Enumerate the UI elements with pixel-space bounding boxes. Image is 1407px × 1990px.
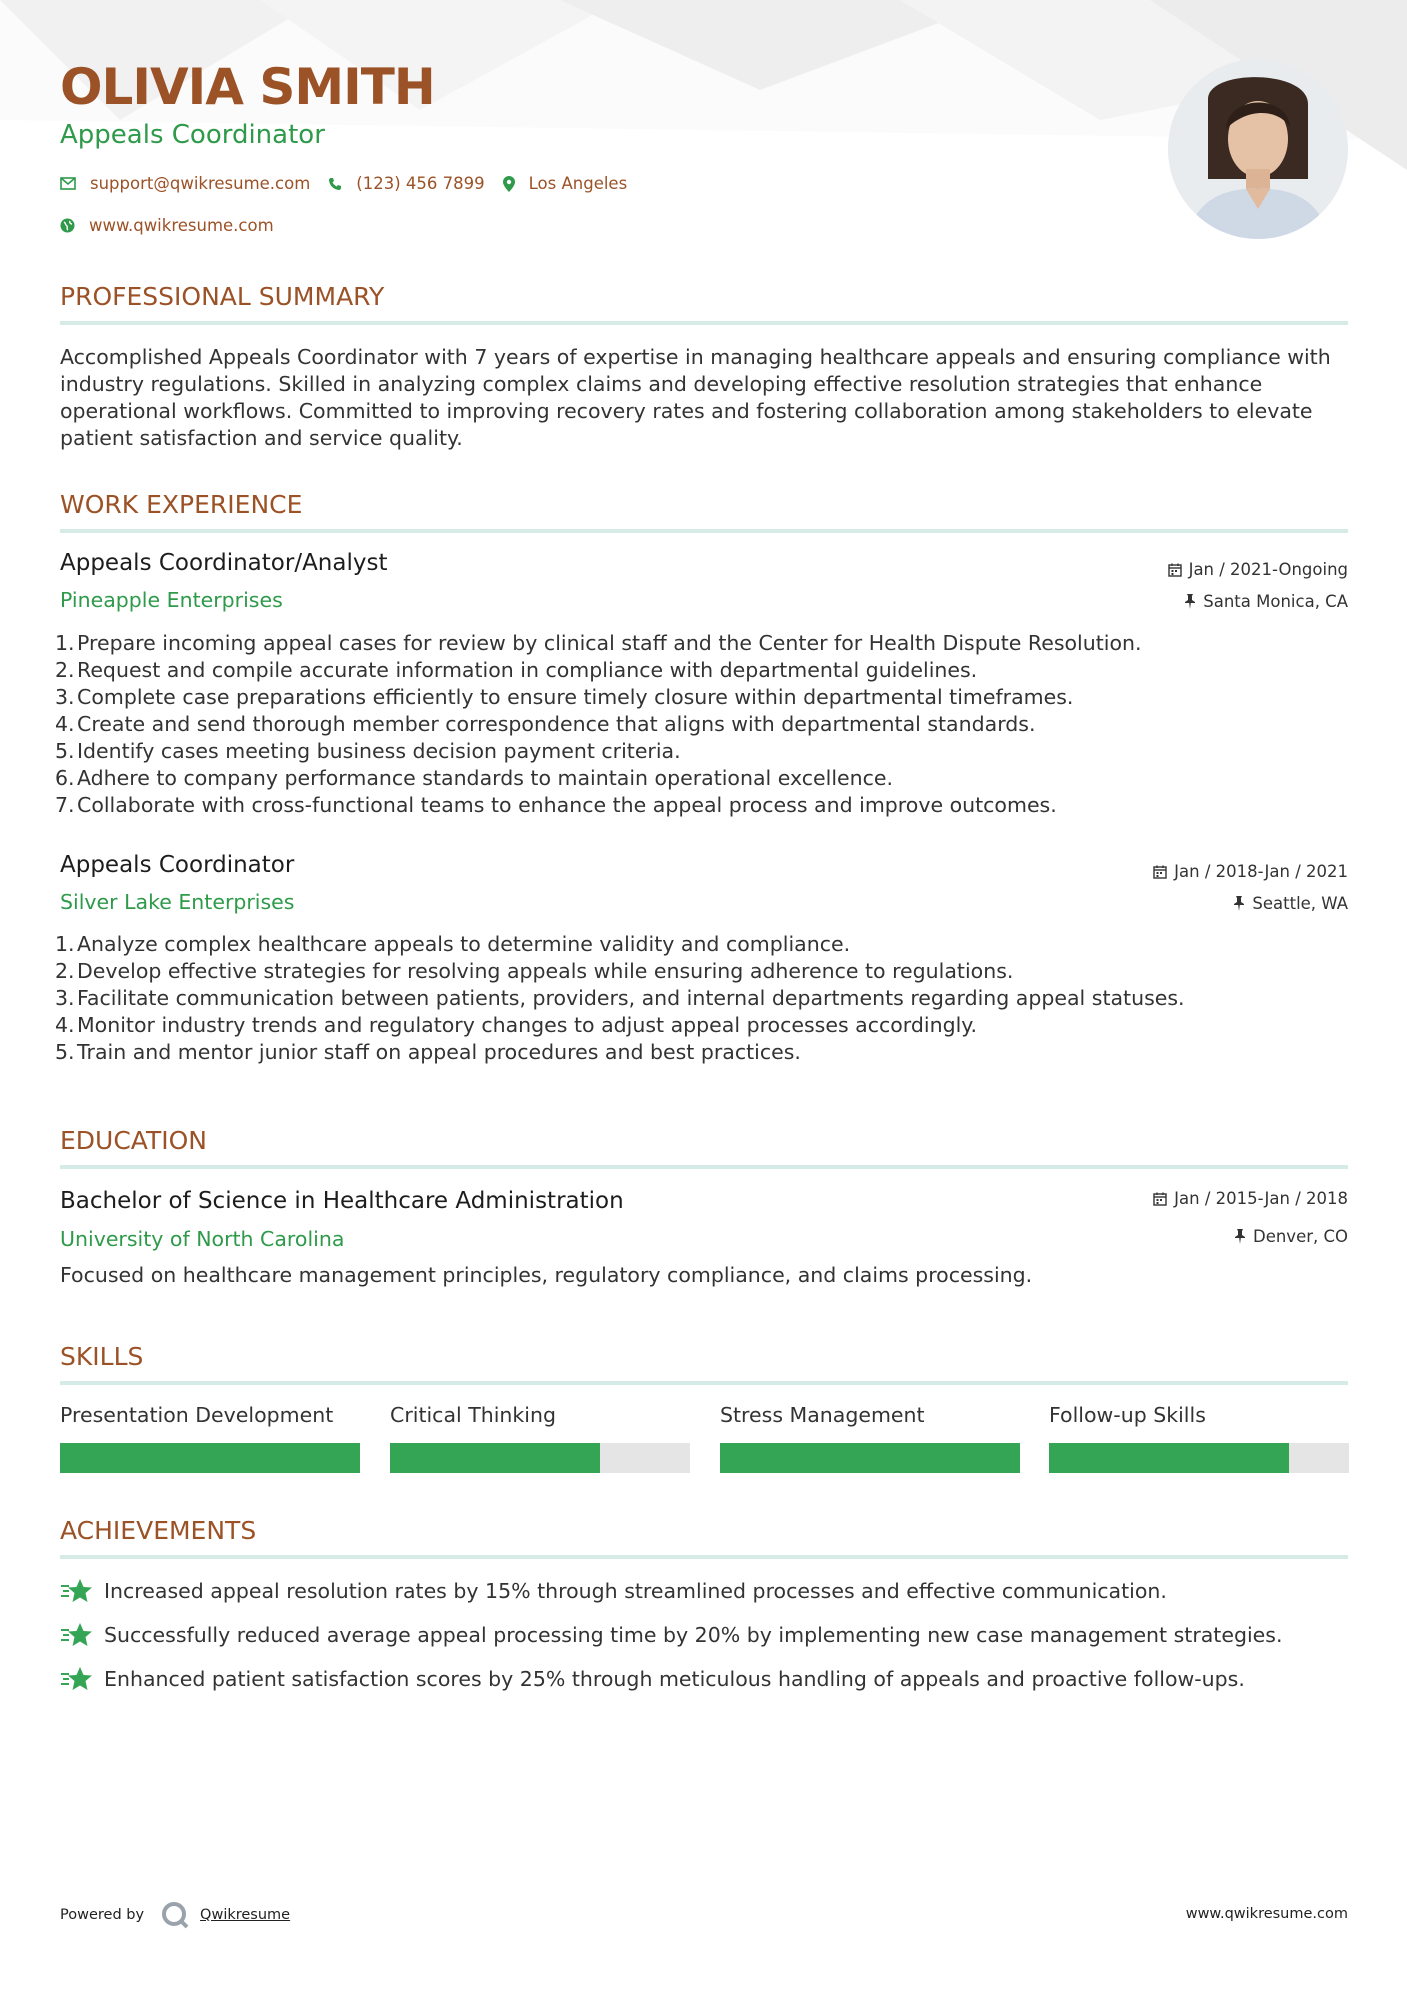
skill-level-fill bbox=[720, 1443, 1020, 1473]
job-dates bbox=[1168, 560, 1348, 579]
candidate-title: Appeals Coordinator bbox=[60, 120, 325, 150]
list-item: 6. Adhere to company performance standards to maintain operational excellence. bbox=[55, 766, 894, 790]
list-item: 3. Complete case preparations efficiently to ensure timely closure within departmental timeframes. bbox=[55, 685, 1074, 709]
calendar-icon bbox=[1153, 1192, 1167, 1206]
website-text: www.qwikresume.com bbox=[89, 216, 274, 235]
achievement-text: Successfully reduced average appeal processing time by 20% by implementing new case management strategies. bbox=[104, 1623, 1283, 1647]
pushpin-icon bbox=[1184, 594, 1196, 609]
skill-bar bbox=[1049, 1443, 1349, 1473]
skill-name: Presentation Development bbox=[60, 1403, 334, 1427]
contact-row-1 bbox=[60, 174, 645, 193]
list-item: 3. Facilitate communication between patients, providers, and internal departments regarding appeal statuses. bbox=[55, 986, 1185, 1010]
job-dates-text: Jan / 2021-Ongoing bbox=[1188, 560, 1348, 579]
job-title: Appeals Coordinator/Analyst bbox=[60, 550, 388, 576]
education-description: Focused on healthcare management principles, regulatory compliance, and claims processing. bbox=[60, 1263, 1033, 1287]
education-location bbox=[1234, 1227, 1348, 1246]
footer-powered-by bbox=[60, 1900, 290, 1930]
star-icon bbox=[60, 1621, 92, 1649]
achievement-text: Increased appeal resolution rates by 15% through streamlined processes and effective communication. bbox=[104, 1579, 1167, 1603]
education-heading: EDUCATION bbox=[60, 1126, 1348, 1169]
contact-website[interactable] bbox=[60, 216, 274, 235]
skill-level-fill bbox=[1049, 1443, 1289, 1473]
contact-email[interactable] bbox=[60, 174, 310, 193]
degree-title: Bachelor of Science in Healthcare Administration bbox=[60, 1188, 624, 1214]
achievement-item bbox=[60, 1665, 1245, 1693]
skill-level-fill bbox=[390, 1443, 600, 1473]
contact-row-2 bbox=[60, 216, 292, 235]
list-item: 2. Develop effective strategies for resolving appeals while ensuring adherence to regulations. bbox=[55, 959, 1014, 983]
location-text: Los Angeles bbox=[528, 174, 628, 193]
contact-phone[interactable] bbox=[328, 174, 484, 193]
skill-item bbox=[720, 1403, 1020, 1473]
skill-item bbox=[1049, 1403, 1349, 1473]
calendar-icon bbox=[1153, 865, 1167, 879]
job-location-text: Seattle, WA bbox=[1252, 894, 1348, 913]
list-item: 7. Collaborate with cross-functional teams to enhance the appeal process and improve outcomes. bbox=[55, 793, 1057, 817]
contact-location bbox=[503, 174, 628, 193]
duty-list bbox=[55, 630, 1348, 819]
star-icon bbox=[60, 1577, 92, 1605]
brand-link[interactable]: Qwikresume bbox=[200, 1907, 291, 1923]
list-item: 1. Analyze complex healthcare appeals to determine validity and compliance. bbox=[55, 932, 851, 956]
education-dates-text: Jan / 2015-Jan / 2018 bbox=[1174, 1189, 1348, 1208]
phone-icon bbox=[328, 177, 342, 191]
achievement-text: Enhanced patient satisfaction scores by 25% through meticulous handling of appeals and proactive follow-ups. bbox=[104, 1667, 1245, 1691]
skill-bar bbox=[720, 1443, 1020, 1473]
skill-name: Stress Management bbox=[720, 1403, 925, 1427]
email-text: support@qwikresume.com bbox=[90, 174, 311, 193]
job-dates bbox=[1153, 862, 1348, 881]
phone-text: (123) 456 7899 bbox=[356, 174, 485, 193]
job-location bbox=[1184, 592, 1348, 611]
powered-by-text: Powered by bbox=[60, 1907, 145, 1923]
experience-heading: WORK EXPERIENCE bbox=[60, 490, 1348, 533]
skill-name: Critical Thinking bbox=[390, 1403, 556, 1427]
list-item: 5. Identify cases meeting business decision payment criteria. bbox=[55, 739, 681, 763]
skills-heading: SKILLS bbox=[60, 1342, 1348, 1385]
envelope-icon bbox=[60, 177, 76, 190]
list-item: 4. Create and send thorough member correspondence that aligns with departmental standards. bbox=[55, 712, 1036, 736]
skill-item bbox=[390, 1403, 690, 1473]
achievements-heading: ACHIEVEMENTS bbox=[60, 1516, 1348, 1559]
pushpin-icon bbox=[1233, 896, 1245, 911]
list-item: 2. Request and compile accurate information in compliance with departmental guidelines. bbox=[55, 658, 978, 682]
star-icon bbox=[60, 1665, 92, 1693]
job-location-text: Santa Monica, CA bbox=[1203, 592, 1348, 611]
list-item: 4. Monitor industry trends and regulatory changes to adjust appeal processes accordingly. bbox=[55, 1013, 977, 1037]
duty-list bbox=[55, 931, 1348, 1066]
map-marker-icon bbox=[503, 176, 515, 192]
summary-heading: PROFESSIONAL SUMMARY bbox=[60, 282, 1348, 325]
calendar-icon bbox=[1168, 563, 1182, 577]
education-dates bbox=[1153, 1189, 1348, 1208]
resume-page bbox=[55, 0, 1348, 1990]
pushpin-icon bbox=[1234, 1229, 1246, 1244]
qwikresume-logo-icon bbox=[160, 1900, 190, 1930]
achievement-item bbox=[60, 1621, 1282, 1649]
summary-text: Accomplished Appeals Coordinator with 7 years of expertise in managing healthcare appeals and ensuring compliance with industry regulations. Skilled in analyzing complex claims and developing effective resolution strategies that enhance operational workflows. Committed to improving recovery rates and fostering collaboration among stakeholders to elevate patient satisfaction and service quality. bbox=[60, 345, 1331, 450]
job-dates-text: Jan / 2018-Jan / 2021 bbox=[1174, 862, 1348, 881]
education-location-text: Denver, CO bbox=[1252, 1227, 1348, 1246]
candidate-name: OLIVIA SMITH bbox=[60, 58, 435, 116]
list-item: 5. Train and mentor junior staff on appeal procedures and best practices. bbox=[55, 1040, 801, 1064]
skill-bar bbox=[60, 1443, 360, 1473]
school-name: University of North Carolina bbox=[60, 1227, 345, 1251]
achievement-item bbox=[60, 1577, 1167, 1605]
skill-bar bbox=[390, 1443, 690, 1473]
globe-icon bbox=[60, 218, 75, 233]
list-item: 1. Prepare incoming appeal cases for review by clinical staff and the Center for Health Dispute Resolution. bbox=[55, 631, 1142, 655]
company-name: Pineapple Enterprises bbox=[60, 588, 283, 612]
job-title: Appeals Coordinator bbox=[60, 852, 295, 878]
skill-item bbox=[60, 1403, 360, 1473]
company-name: Silver Lake Enterprises bbox=[60, 890, 295, 914]
job-location bbox=[1233, 894, 1348, 913]
footer-website[interactable]: www.qwikresume.com bbox=[1185, 1906, 1348, 1922]
skill-level-fill bbox=[60, 1443, 360, 1473]
profile-photo bbox=[1168, 59, 1348, 239]
skill-name: Follow-up Skills bbox=[1049, 1403, 1206, 1427]
